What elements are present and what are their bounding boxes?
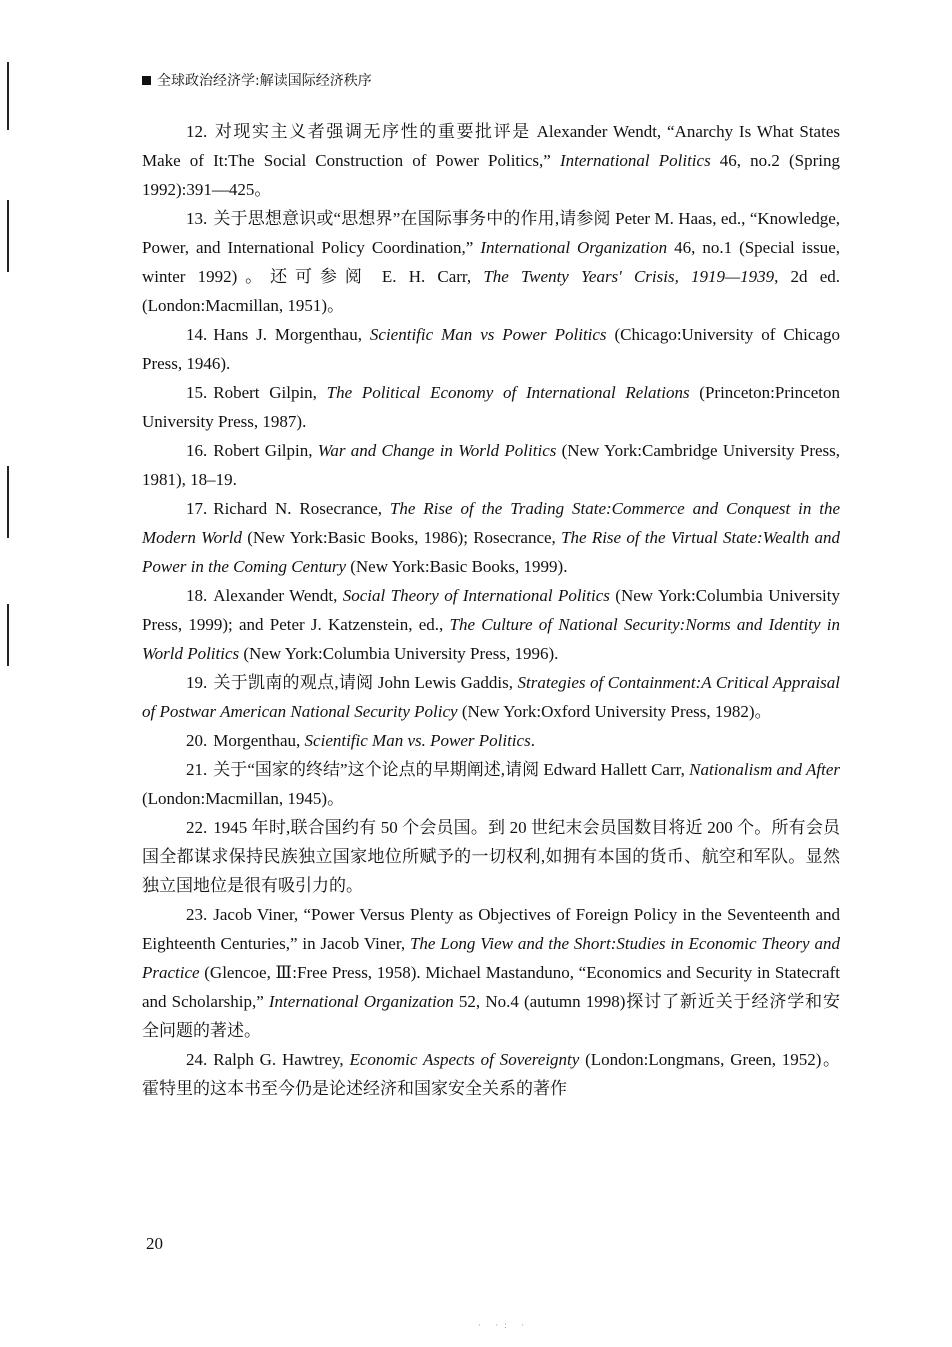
page-number: 20	[146, 1234, 163, 1253]
endnote-title-italic: International Organization	[480, 238, 668, 257]
endnote-number: 18.	[186, 586, 208, 605]
endnote-title-italic: The Political Economy of International Relations	[326, 383, 690, 402]
endnote-title-italic: Strategies of Containment:A Critical Appraisal of Postwar American National Security Policy	[142, 673, 840, 721]
endnote-text: Robert Gilpin,	[213, 383, 327, 402]
endnote-text: (New York:Columbia University Press, 1999); and Peter J. Katzenstein, ed.,	[142, 586, 840, 634]
endnote-title-italic: The Culture of National Security:Norms and Identity in World Politics	[142, 615, 840, 663]
endnote-number: 17.	[186, 499, 208, 518]
endnote-text: (Chicago:University of Chicago Press, 1946).	[142, 325, 840, 373]
scan-edge-mark	[7, 466, 9, 538]
endnote-title-italic: International Organization	[268, 992, 454, 1011]
scan-edge-mark	[7, 604, 9, 666]
running-head	[142, 70, 372, 90]
endnote	[142, 900, 840, 1045]
endnote-title-italic: Scientific Man vs Power Politics	[369, 325, 607, 344]
endnote-text: (Princeton:Princeton University Press, 1987).	[142, 383, 840, 431]
endnote-text: .	[530, 731, 535, 750]
endnote-text: 52, No.4 (autumn 1998)探讨了新近关于经济学和安全问题的著述。	[142, 992, 841, 1040]
endnote-number: 21.	[186, 760, 208, 779]
endnote-title-italic: The Long View and the Short:Studies in Economic Theory and Practice	[142, 934, 840, 982]
endnote-number: 20.	[186, 731, 208, 750]
endnote-text: Hans J. Morgenthau,	[213, 325, 370, 344]
endnote	[142, 117, 840, 204]
endnote-text: (New York:Basic Books, 1999).	[345, 557, 568, 576]
endnote	[142, 494, 840, 581]
endnote-text: 46, no.1 (Special issue, winter 1992)。还可参阅 E. H. Carr,	[142, 238, 841, 286]
endnote	[142, 1045, 840, 1103]
endnote-title-italic: The Rise of the Trading State:Commerce and Conquest in the Modern World	[142, 499, 840, 547]
endnote-text: 1945 年时,联合国约有 50 个会员国。到 20 世纪末会员国数目将近 200 个。所有会员国全都谋求保持民族独立国家地位所赋予的一切权利,如拥有本国的货币、航空和军队。显然独立国地位是很有吸引力的。	[142, 818, 840, 895]
endnote	[142, 581, 840, 668]
endnote-title-italic: The Twenty Years' Crisis, 1919—1939	[483, 267, 775, 286]
endnote-text: (New York:Basic Books, 1986); Rosecrance,	[242, 528, 562, 547]
endnote-text: Alexander Wendt,	[213, 586, 343, 605]
endnote-number: 24.	[186, 1050, 208, 1069]
endnote-text: Morgenthau,	[213, 731, 305, 750]
endnote-text: 对现实主义者强调无序性的重要批评是 Alexander Wendt, “Anarchy Is What States Make of It:The Social Construction of Power Politics,”	[142, 122, 840, 170]
scan-edge-mark	[7, 200, 9, 272]
endnote	[142, 378, 840, 436]
endnote-text: 关于凯南的观点,请阅 John Lewis Gaddis,	[213, 673, 518, 692]
endnote-number: 22.	[186, 818, 208, 837]
endnote-text: Ralph G. Hawtrey,	[213, 1050, 350, 1069]
endnote-text: Jacob Viner, “Power Versus Plenty as Objectives of Foreign Policy in the Seventeenth and Eighteenth Centuries,” in Jacob Viner,	[142, 905, 840, 953]
endnote-text: Robert Gilpin,	[213, 441, 318, 460]
endnote-title-italic: Scientific Man vs. Power Politics	[304, 731, 531, 750]
endnotes-list	[142, 117, 840, 1103]
scan-edge-mark	[7, 62, 9, 130]
scan-specks: · ·: ·	[478, 1320, 530, 1330]
endnote	[142, 813, 840, 900]
endnote	[142, 436, 840, 494]
endnote-text: (New York:Oxford University Press, 1982)。	[457, 702, 772, 721]
endnote-text: (New York:Cambridge University Press, 1981), 18–19.	[142, 441, 841, 489]
endnote-title-italic: Nationalism and After	[689, 760, 840, 779]
endnote	[142, 204, 840, 320]
endnote	[142, 755, 840, 813]
endnote-number: 13.	[186, 209, 208, 228]
endnote-title-italic: War and Change in World Politics	[317, 441, 557, 460]
endnote-number: 15.	[186, 383, 208, 402]
endnote-text: 关于思想意识或“思想界”在国际事务中的作用,请参阅 Peter M. Haas, ed., “Knowledge, Power, and International Policy Coordination,”	[142, 209, 840, 257]
endnote-text: Richard N. Rosecrance,	[213, 499, 390, 518]
endnote-title-italic: The Rise of the Virtual State:Wealth and Power in the Coming Century	[142, 528, 840, 576]
endnote-title-italic: International Politics	[559, 151, 711, 170]
endnote-number: 23.	[186, 905, 208, 924]
endnote-number: 12.	[186, 122, 208, 141]
running-head-title: 全球政治经济学:解读国际经济秩序	[157, 73, 372, 89]
endnote	[142, 668, 840, 726]
endnote-text: 关于“国家的终结”这个论点的早期阐述,请阅 Edward Hallett Carr,	[213, 760, 690, 779]
endnote-text: (London:Macmillan, 1945)。	[142, 789, 345, 808]
endnote-text: (Glencoe, Ⅲ:Free Press, 1958). Michael Mastanduno, “Economics and Security in Statecraft and Scholarship,”	[142, 963, 840, 1011]
endnote-number: 19.	[186, 673, 208, 692]
endnote-number: 16.	[186, 441, 208, 460]
endnote-title-italic: Social Theory of International Politics	[342, 586, 610, 605]
endnote-text: 46, no.2 (Spring 1992):391—425。	[142, 151, 841, 199]
endnote-text: (London:Longmans, Green, 1952)。霍特里的这本书至今仍是论述经济和国家安全关系的著作	[142, 1050, 840, 1098]
endnote-text: , 2d ed. (London:Macmillan, 1951)。	[142, 267, 841, 315]
endnote-text: (New York:Columbia University Press, 1996).	[239, 644, 559, 663]
endnote-title-italic: Economic Aspects of Sovereignty	[349, 1050, 580, 1069]
endnote	[142, 726, 840, 755]
square-bullet-icon	[142, 76, 151, 85]
endnote-number: 14.	[186, 325, 208, 344]
endnote	[142, 320, 840, 378]
